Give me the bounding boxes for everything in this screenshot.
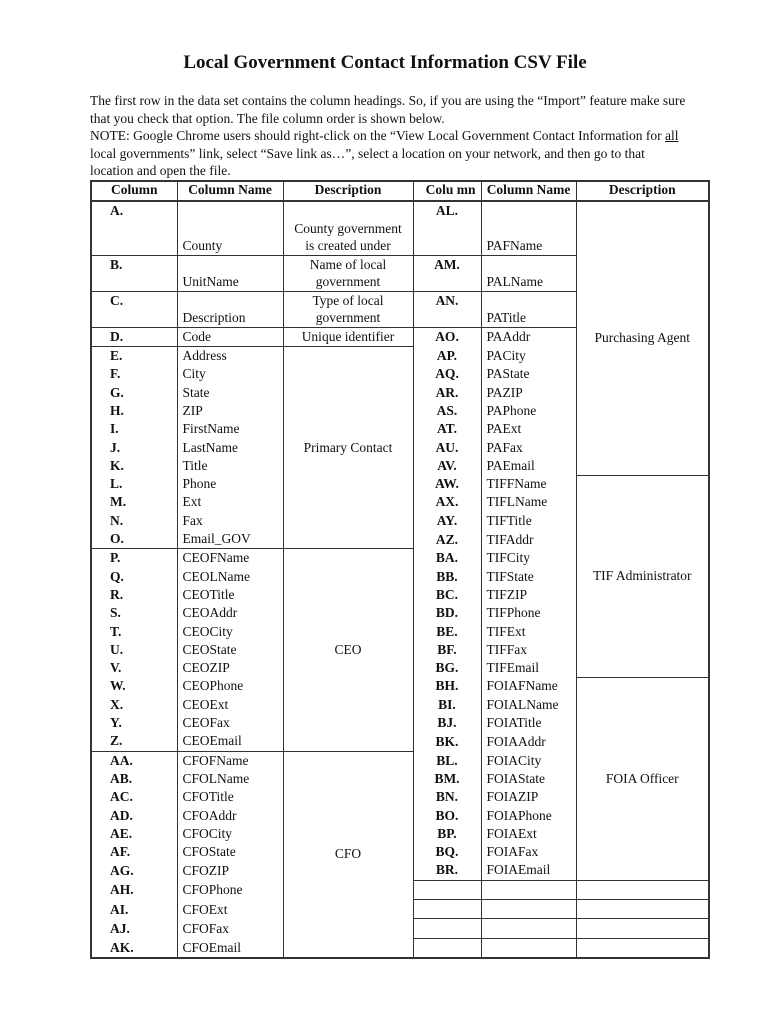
page-title: Local Government Contact Information CSV File (183, 52, 587, 73)
right-description: TIF Administrator (576, 475, 709, 677)
right-column-letter: BP. (413, 825, 481, 843)
column-name: Address (177, 347, 283, 366)
column-name: Phone (177, 475, 283, 493)
right-column-letter: BF. (413, 641, 481, 659)
empty-cell (413, 919, 481, 938)
column-letter: AB. (91, 770, 177, 788)
column-name: LastName (177, 439, 283, 457)
column-description: CFO (283, 751, 413, 958)
right-column-letter: BE. (413, 623, 481, 641)
column-letter: O. (91, 530, 177, 549)
column-name: County (177, 201, 283, 255)
right-column-letter: AZ. (413, 530, 481, 549)
right-column-name: PAFName (481, 201, 576, 255)
column-name: CFOTitle (177, 788, 283, 806)
column-letter: N. (91, 512, 177, 530)
empty-cell (481, 919, 576, 938)
right-column-name: TIFFName (481, 475, 576, 493)
right-column-name: PATitle (481, 291, 576, 327)
column-letter: R. (91, 586, 177, 604)
right-column-letter: AM. (413, 255, 481, 291)
column-letter: B. (91, 255, 177, 291)
right-column-name: FOIAFName (481, 677, 576, 695)
column-letter: Z. (91, 732, 177, 751)
column-letter: AG. (91, 861, 177, 880)
right-column-name: TIFAddr (481, 530, 576, 549)
column-name: FirstName (177, 420, 283, 438)
column-letter: I. (91, 420, 177, 438)
table-row (91, 201, 709, 255)
right-column-letter: BN. (413, 788, 481, 806)
right-column-letter: AS. (413, 402, 481, 420)
column-name: Title (177, 457, 283, 475)
column-name: CEOState (177, 641, 283, 659)
header-description-right: Description (576, 181, 709, 201)
right-column-letter: BL. (413, 751, 481, 770)
column-letter: K. (91, 457, 177, 475)
right-column-letter: AL. (413, 201, 481, 255)
right-column-letter: AN. (413, 291, 481, 327)
right-column-letter: AP. (413, 347, 481, 366)
right-column-letter: AW. (413, 475, 481, 493)
right-column-letter: AO. (413, 327, 481, 346)
right-column-name: PAState (481, 365, 576, 383)
right-column-name: FOIAEmail (481, 861, 576, 880)
right-column-name: FOIAState (481, 770, 576, 788)
right-column-name: TIFLName (481, 493, 576, 511)
column-name: UnitName (177, 255, 283, 291)
column-description: Type of local government (283, 291, 413, 327)
column-name: CFOExt (177, 900, 283, 919)
column-letter: F. (91, 365, 177, 383)
column-letter: M. (91, 493, 177, 511)
column-letter: C. (91, 291, 177, 327)
right-column-name: TIFCity (481, 549, 576, 568)
right-column-name: PACity (481, 347, 576, 366)
right-column-letter: AV. (413, 457, 481, 475)
right-column-name: PAZIP (481, 384, 576, 402)
right-column-letter: BO. (413, 807, 481, 825)
column-name: Ext (177, 493, 283, 511)
right-column-letter: BQ. (413, 843, 481, 861)
column-name: CFOPhone (177, 880, 283, 899)
empty-cell (481, 900, 576, 919)
header-column: Column (91, 181, 177, 201)
header-column-name: Column Name (177, 181, 283, 201)
right-column-letter: AU. (413, 439, 481, 457)
column-letter: AJ. (91, 919, 177, 938)
column-name: CFOLName (177, 770, 283, 788)
column-name: CFOFName (177, 751, 283, 770)
right-column-letter: BM. (413, 770, 481, 788)
column-letter: J. (91, 439, 177, 457)
right-column-letter: BG. (413, 659, 481, 677)
right-column-letter: BD. (413, 604, 481, 622)
right-column-name: FOIAZIP (481, 788, 576, 806)
intro-paragraph: The first row in the data set contains the column headings. So, if you are using the “Import” feature make sure that you check that option. The file column order is shown below. (90, 93, 686, 126)
right-column-name: PAAddr (481, 327, 576, 346)
column-letter: AD. (91, 807, 177, 825)
empty-cell (413, 880, 481, 899)
column-name: CEOLName (177, 568, 283, 586)
right-column-letter: AX. (413, 493, 481, 511)
right-column-letter: BH. (413, 677, 481, 695)
right-column-letter: BK. (413, 732, 481, 751)
column-name: CEOCity (177, 623, 283, 641)
empty-cell (576, 919, 709, 938)
column-letter: E. (91, 347, 177, 366)
column-letter: AC. (91, 788, 177, 806)
column-letter: AA. (91, 751, 177, 770)
column-letter: AH. (91, 880, 177, 899)
right-description: FOIA Officer (576, 677, 709, 880)
right-column-name: TIFExt (481, 623, 576, 641)
column-letter: AE. (91, 825, 177, 843)
column-letter: T. (91, 623, 177, 641)
right-column-letter: BA. (413, 549, 481, 568)
column-letter: L. (91, 475, 177, 493)
right-column-letter: BR. (413, 861, 481, 880)
column-description: County government is created under (283, 201, 413, 255)
column-letter: Y. (91, 714, 177, 732)
header-description: Description (283, 181, 413, 201)
column-name: CFOState (177, 843, 283, 861)
right-column-name: TIFZIP (481, 586, 576, 604)
column-description: CEO (283, 549, 413, 751)
column-name: CFOZIP (177, 861, 283, 880)
column-letter: D. (91, 327, 177, 346)
column-letter: Q. (91, 568, 177, 586)
column-letter: G. (91, 384, 177, 402)
column-name: CFOCity (177, 825, 283, 843)
right-column-name: FOIALName (481, 696, 576, 714)
right-column-name: TIFEmail (481, 659, 576, 677)
column-description: Name of local government (283, 255, 413, 291)
right-column-letter: AT. (413, 420, 481, 438)
column-name: CEOZIP (177, 659, 283, 677)
column-name: CFOAddr (177, 807, 283, 825)
column-letter: P. (91, 549, 177, 568)
right-column-name: FOIACity (481, 751, 576, 770)
empty-cell (481, 880, 576, 899)
column-name: CEOPhone (177, 677, 283, 695)
right-column-name: PALName (481, 255, 576, 291)
right-column-letter: BI. (413, 696, 481, 714)
column-letter: A. (91, 201, 177, 255)
column-letter: AK. (91, 938, 177, 958)
empty-cell (481, 938, 576, 958)
column-name: CEOAddr (177, 604, 283, 622)
empty-cell (576, 938, 709, 958)
right-column-name: PAPhone (481, 402, 576, 420)
right-column-name: TIFFax (481, 641, 576, 659)
table-header-row (91, 181, 709, 201)
right-column-name: FOIAFax (481, 843, 576, 861)
right-column-name: TIFTitle (481, 512, 576, 530)
column-name: CEOExt (177, 696, 283, 714)
column-name: Code (177, 327, 283, 346)
right-column-name: FOIAAddr (481, 732, 576, 751)
header-column-right: Colu mn (413, 181, 481, 201)
right-column-letter: AR. (413, 384, 481, 402)
column-letter: U. (91, 641, 177, 659)
right-column-letter: BB. (413, 568, 481, 586)
header-column-name-right: Column Name (481, 181, 576, 201)
right-column-name: FOIATitle (481, 714, 576, 732)
column-name: CEOFax (177, 714, 283, 732)
note-underlined-all: all (665, 128, 679, 143)
column-description: Primary Contact (283, 347, 413, 549)
right-column-name: PAExt (481, 420, 576, 438)
column-letter: AI. (91, 900, 177, 919)
column-name: City (177, 365, 283, 383)
column-name: CEOFName (177, 549, 283, 568)
right-column-letter: BJ. (413, 714, 481, 732)
column-name: CFOFax (177, 919, 283, 938)
column-name: CFOEmail (177, 938, 283, 958)
right-column-name: FOIAExt (481, 825, 576, 843)
column-letter: AF. (91, 843, 177, 861)
empty-cell (413, 938, 481, 958)
right-description: Purchasing Agent (576, 201, 709, 475)
empty-cell (576, 880, 709, 899)
column-name: ZIP (177, 402, 283, 420)
column-description: Unique identifier (283, 327, 413, 346)
column-name: Description (177, 291, 283, 327)
right-column-letter: BC. (413, 586, 481, 604)
column-name: State (177, 384, 283, 402)
column-name: Fax (177, 512, 283, 530)
column-name: Email_GOV (177, 530, 283, 549)
empty-cell (576, 900, 709, 919)
right-column-letter: AQ. (413, 365, 481, 383)
column-letter: H. (91, 402, 177, 420)
column-letter: W. (91, 677, 177, 695)
right-column-name: TIFPhone (481, 604, 576, 622)
column-name: CEOTitle (177, 586, 283, 604)
empty-cell (413, 900, 481, 919)
right-column-name: TIFState (481, 568, 576, 586)
intro-text (90, 92, 690, 180)
note-paragraph (90, 127, 690, 180)
right-column-name: PAEmail (481, 457, 576, 475)
column-name: CEOEmail (177, 732, 283, 751)
column-table (90, 180, 710, 959)
note-text-2: local governments” link, select “Save link as…”, select a location on your network, and then go to that location and open the file. (90, 145, 645, 178)
column-letter: V. (91, 659, 177, 677)
column-letter: S. (91, 604, 177, 622)
note-text-1: NOTE: Google Chrome users should right-click on the “View Local Government Contact Information for (90, 128, 662, 143)
right-column-letter: AY. (413, 512, 481, 530)
right-column-name: PAFax (481, 439, 576, 457)
right-column-name: FOIAPhone (481, 807, 576, 825)
column-letter: X. (91, 696, 177, 714)
